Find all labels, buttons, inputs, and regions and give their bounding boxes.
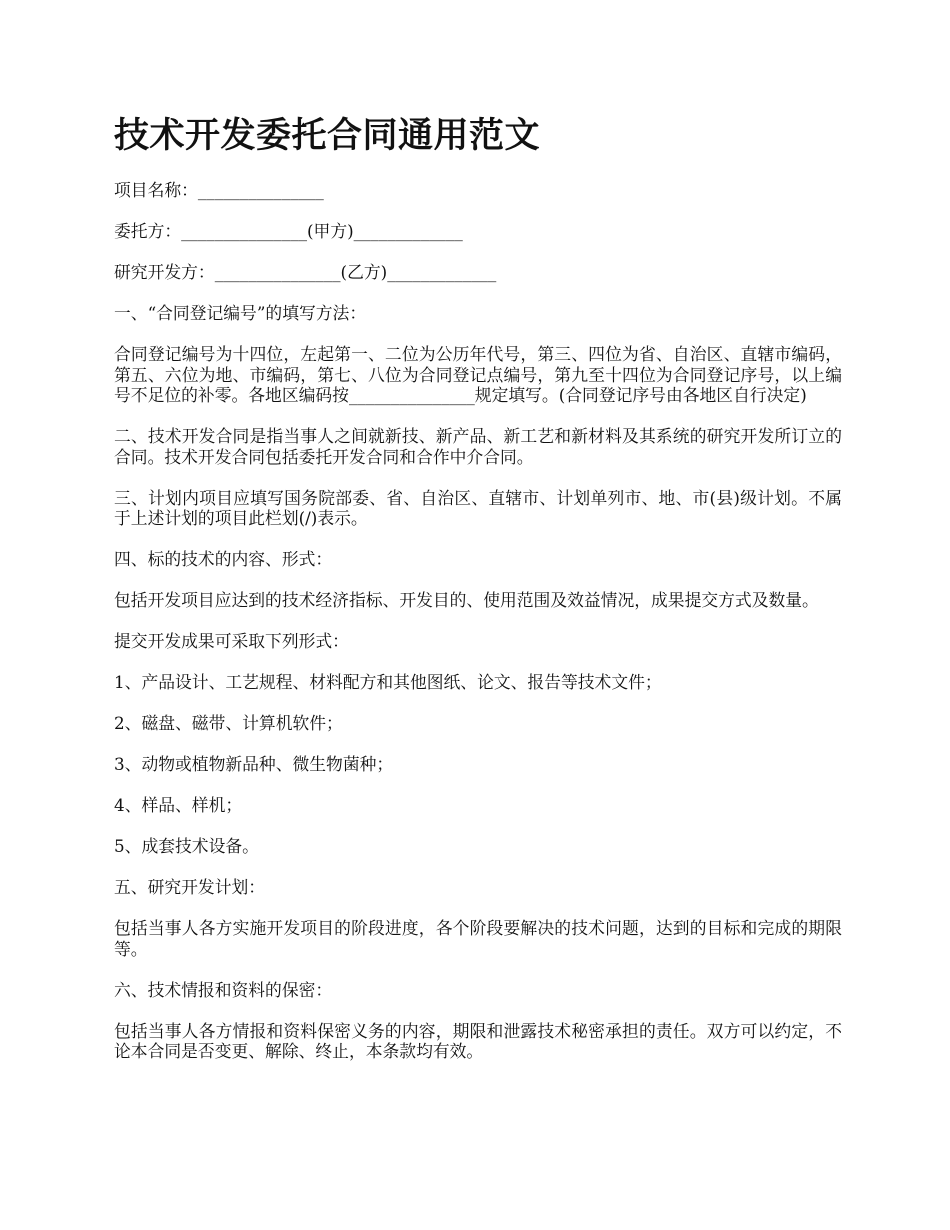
list-item: 1、产品设计、工艺规程、材料配方和其他图纸、论文、报告等技术文件； [114,672,662,692]
client-party-field: 委托方：_______________(甲方)_____________ [114,221,463,241]
section-body-1: 合同登记编号为十四位，左起第一、二位为公历年代号，第三、四位为省、自治区、直辖市编码，第五、六位为地、市编码，第七、八位为合同登记点编号，第九至十四位为合同登记序号，以上编号不足位的补零。各地区编码按_______________规定填写。(合同登记序号由各地区自行决定) [114,344,842,405]
section-body-2: 二、技术开发合同是指当事人之间就新技、新产品、新工艺和新材料及其系统的研究开发所订立的合同。技术开发合同包括委托开发合同和合作中介合同。 [114,426,842,467]
project-name-field: 项目名称：_______________ [114,180,324,200]
section-heading-5: 五、研究开发计划： [114,877,266,897]
list-item: 2、磁盘、磁带、计算机软件； [114,713,343,733]
section-heading-6: 六、技术情报和资料的保密： [114,979,333,1000]
section-body-6: 包括当事人各方情报和资料保密义务的内容，期限和泄露技术秘密承担的责任。双方可以约定，不论本合同是否变更、解除、终止，本条款均有效。 [114,1020,842,1061]
section-body-4: 包括开发项目应达到的技术经济指标、开发目的、使用范围及效益情况，成果提交方式及数量。 [114,590,819,610]
list-item: 3、动物或植物新品种、微生物菌种； [114,754,394,774]
list-item: 4、样品、样机； [114,795,243,815]
list-intro: 提交开发成果可采取下列形式： [114,631,349,651]
section-heading-4: 四、标的技术的内容、形式： [114,549,333,569]
document-title: 技术开发委托合同通用范文 [114,116,541,156]
document-page [114,112,842,1082]
section-body-3: 三、计划内项目应填写国务院部委、省、自治区、直辖市、计划单列市、地、市(县)级计划。不属于上述计划的项目此栏划(/)表示。 [114,487,842,528]
section-heading-1: 一、“合同登记编号”的填写方法： [114,303,367,323]
section-body-5: 包括当事人各方实施开发项目的阶段进度，各个阶段要解决的技术问题，达到的目标和完成的期限等。 [114,918,842,959]
list-item: 5、成套技术设备。 [114,836,259,856]
developer-party-field: 研究开发方：_______________(乙方)_____________ [114,262,497,282]
